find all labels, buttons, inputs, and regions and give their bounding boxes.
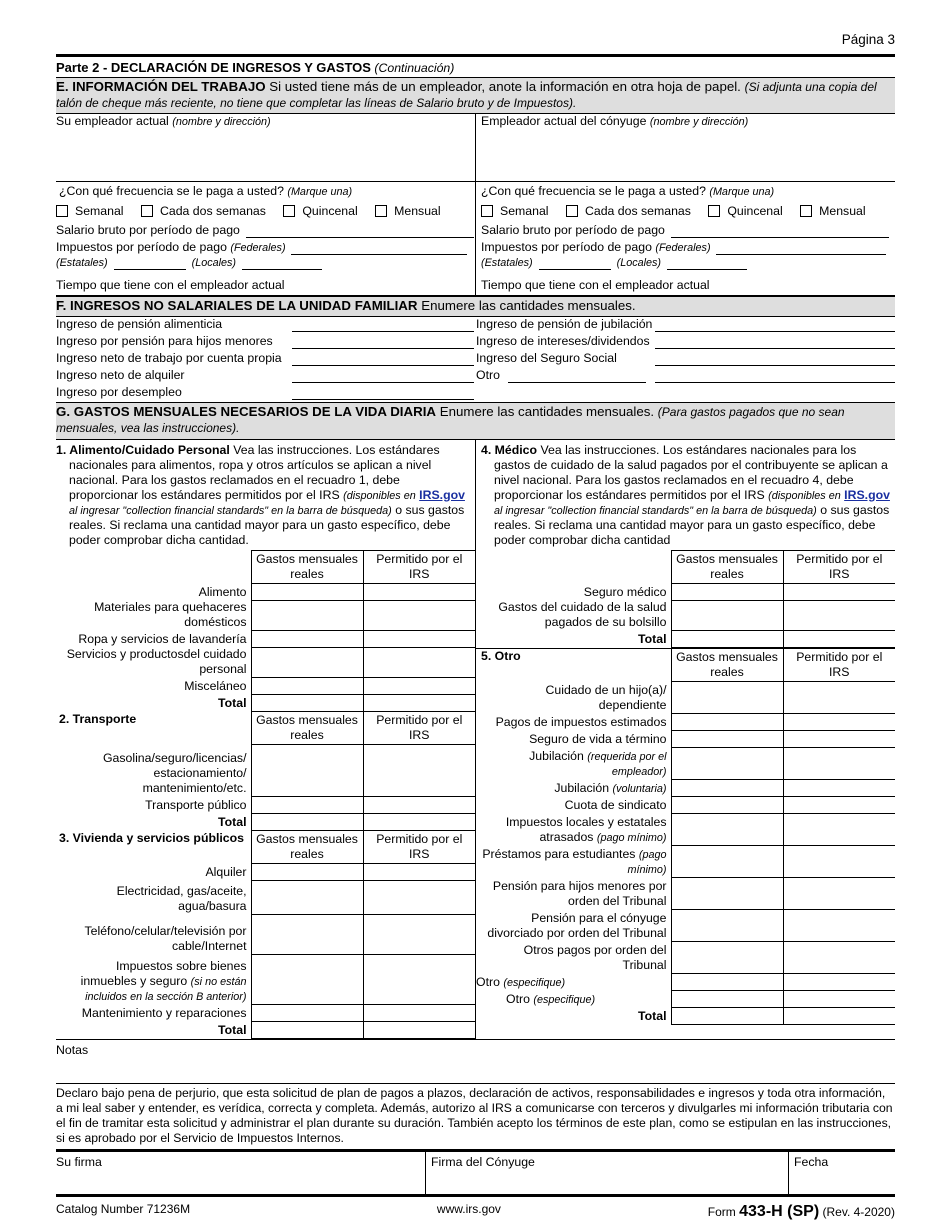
section-g-body bbox=[56, 440, 895, 1040]
section-f-body bbox=[56, 317, 895, 402]
section-f-left bbox=[56, 317, 476, 402]
time-employer: Tiempo que tiene con el empleador actual bbox=[56, 277, 285, 292]
freq-semimonthly[interactable]: Quincenal bbox=[283, 204, 357, 218]
footer-url: www.irs.gov bbox=[436, 1202, 501, 1217]
freq-question: ¿Con qué frecuencia se le paga a usted? bbox=[59, 184, 284, 199]
declaration-text: Declaro bajo pena de perjurio, que esta solicitud de plan de pagos a plazos, declaración de activos, responsabilidades e ingresos y toda otra información, a mi leal saber y entender, es verídica, correcta y completa. Además, autorizo al IRS a comunicarse con terceros y divulgarles mi información tributaria con el fin de tramitar esta solicitud y administrar el plan durante su duración. También acepto los términos de este plan, como se estipulan en las instrucciones, si es aprobado por el Servicio de Impuestos Internos. bbox=[56, 1085, 893, 1145]
section-g-right bbox=[476, 440, 895, 1039]
form-id: Form 433-H (SP) (Rev. 4-2020) bbox=[707, 1203, 895, 1221]
g3-total[interactable] bbox=[251, 1021, 363, 1038]
spouse-employer-hint: (nombre y dirección) bbox=[649, 116, 749, 129]
g4-table: Gastos mensuales reales Permitido por el IRS Seguro médico Gastos del cuidado de la salud pagados de su bolsillo Total bbox=[476, 550, 895, 648]
g1-total[interactable] bbox=[251, 694, 363, 711]
page-number: Página 3 bbox=[841, 32, 895, 47]
freq-hint: (Marque una) bbox=[287, 186, 353, 199]
tax-pay: Impuestos por período de pago (Federales) bbox=[56, 238, 475, 255]
gross-pay-input[interactable] bbox=[246, 237, 474, 238]
spouse-federal-tax-input[interactable] bbox=[716, 254, 886, 255]
part-title: Parte 2 - DECLARACIÓN DE INGRESOS Y GASTOS bbox=[56, 60, 371, 75]
spouse-freq-semimonthly[interactable]: Quincenal bbox=[708, 204, 782, 218]
g5-total[interactable] bbox=[671, 1007, 783, 1024]
alimony-income: Ingreso de pensión alimenticia bbox=[56, 317, 476, 334]
spouse-gross-pay-input[interactable] bbox=[671, 237, 889, 238]
g4-total[interactable] bbox=[671, 630, 783, 647]
self-employment-income: Ingreso neto de trabajo por cuenta propia bbox=[56, 351, 476, 368]
freq-biweekly[interactable]: Cada dos semanas bbox=[141, 204, 266, 218]
irs-gov-link-medical[interactable]: IRS.gov bbox=[844, 487, 890, 502]
signature-row bbox=[56, 1149, 895, 1197]
g4-intro: 4. Médico Vea las instrucciones. Los estándares nacionales para los gastos de cuidado de la salud pagados por el contribuyente se aplican a nivel nacional. Para los gastos reclamados en el recuadro 4, debe proporcionar los estándares permitidos por el IRS (disponibles en IRS.gov al ingresar "collection financial standards" en la barra de búsqueda) o sus gastos reales. Si reclama una cantidad mayor para un gasto específico, debe poder comprobar dicha cantidad bbox=[481, 442, 890, 547]
date-field[interactable]: Fecha bbox=[794, 1155, 829, 1170]
pay-details-row bbox=[56, 182, 895, 296]
employer-field[interactable] bbox=[56, 114, 476, 181]
part-header bbox=[56, 54, 895, 77]
section-f-header: F. INGRESOS NO SALARIALES DE LA UNIDAD FAMILIAR Enumere las cantidades mensuales. bbox=[56, 296, 895, 317]
footer bbox=[56, 1202, 895, 1222]
rental-income: Ingreso neto de alquiler bbox=[56, 368, 476, 385]
section-g-left bbox=[56, 440, 476, 1039]
child-support-income: Ingreso por pensión para hijos menores bbox=[56, 334, 476, 351]
spouse-freq-monthly[interactable]: Mensual bbox=[800, 204, 865, 218]
freq-weekly[interactable]: Semanal bbox=[56, 204, 124, 218]
other-income-desc[interactable] bbox=[508, 368, 646, 383]
spouse-freq-biweekly[interactable]: Cada dos semanas bbox=[566, 204, 691, 218]
gross-pay: Salario bruto por período de pago bbox=[56, 219, 475, 238]
notes-field[interactable]: Notas bbox=[56, 1040, 895, 1084]
section-e-header bbox=[56, 77, 895, 114]
local-tax-input[interactable] bbox=[242, 269, 322, 270]
pension-income: Ingreso de pensión de jubilación bbox=[476, 317, 895, 334]
spouse-state-tax-input[interactable] bbox=[539, 269, 611, 270]
unemployment-income: Ingreso por desempleo bbox=[56, 385, 476, 402]
freq-monthly[interactable]: Mensual bbox=[375, 204, 440, 218]
checkbox-icon[interactable] bbox=[708, 205, 720, 217]
g2-table: 2. Transporte Gastos mensuales reales Permitido por el IRS Gasolina/seguro/licencias/ estacionamiento/ mantenimiento/etc. Transporte público Total bbox=[56, 712, 475, 831]
social-security-income: Ingreso del Seguro Social bbox=[476, 351, 895, 368]
other-income: Otro bbox=[476, 368, 895, 385]
section-e-text: Si usted tiene más de un empleador, anote la información en otra hoja de papel. bbox=[269, 79, 741, 94]
spouse-freq-options bbox=[481, 200, 895, 219]
g2-total[interactable] bbox=[251, 813, 363, 830]
spouse-employer-label: Empleador actual del cónyuge bbox=[481, 114, 647, 129]
form-page bbox=[56, 32, 895, 1222]
section-f-right bbox=[476, 317, 895, 402]
g5-table: 5. Otro Gastos mensuales reales Permitido por el IRS Cuidado de un hijo(a)/ dependiente Pagos de impuestos estimados Seguro de vida a término Jubilación (requerida por el empleador) Jubilación (voluntaria) Cuota de sindicato Impuestos locales y estatales atrasados (pago mínimo) Préstamos para estudiantes (pago mínimo) Pensión para hijos menores por orden del Tribunal Pensión para el cónyuge divorciado por orden del Tribunal Otros pagos por orden del Tribunal Otro (especifique) Otro (especifique) Total bbox=[476, 648, 895, 1025]
part-note: (Continuación) bbox=[374, 61, 455, 75]
state-local-tax: (Estatales) (Locales) bbox=[56, 255, 475, 270]
checkbox-icon[interactable] bbox=[283, 205, 295, 217]
freq-options bbox=[56, 200, 475, 219]
irs-gov-link[interactable]: IRS.gov bbox=[419, 487, 465, 502]
spouse-signature-field[interactable]: Firma del Cónyuge bbox=[426, 1152, 789, 1194]
checkbox-icon[interactable] bbox=[375, 205, 387, 217]
checkbox-icon[interactable] bbox=[481, 205, 493, 217]
checkbox-icon[interactable] bbox=[56, 205, 68, 217]
checkbox-icon[interactable] bbox=[566, 205, 578, 217]
pay-details-taxpayer bbox=[56, 182, 476, 295]
section-e-title: E. INFORMACIÓN DEL TRABAJO bbox=[56, 79, 266, 94]
employer-hint: (nombre y dirección) bbox=[172, 116, 271, 129]
employer-row bbox=[56, 114, 895, 182]
employer-label: Su empleador actual bbox=[56, 114, 169, 129]
checkbox-icon[interactable] bbox=[800, 205, 812, 217]
spouse-employer-field[interactable] bbox=[476, 114, 895, 181]
spouse-local-tax-input[interactable] bbox=[667, 269, 747, 270]
signature-field[interactable]: Su firma bbox=[56, 1152, 426, 1194]
section-g-header: G. GASTOS MENSUALES NECESARIOS DE LA VIDA DIARIA Enumere las cantidades mensuales. (Para gastos pagados que no sean mensuales, vea las instrucciones). bbox=[56, 402, 895, 439]
catalog-number: Catalog Number 71236M bbox=[56, 1202, 191, 1217]
g3-table: 3. Vivienda y servicios públicos Gastos mensuales reales Permitido por el IRS Alquiler Electricidad, gas/aceite, agua/basura Teléfono/celular/televisión por cable/Internet Impuestos sobre bienes inmuebles y seguro (si no están incluidos en la sección B anterior) Mantenimiento y reparaciones Total bbox=[56, 831, 475, 1039]
state-tax-input[interactable] bbox=[114, 269, 186, 270]
federal-tax-input[interactable] bbox=[291, 254, 467, 255]
interest-income: Ingreso de intereses/dividendos bbox=[476, 334, 895, 351]
checkbox-icon[interactable] bbox=[141, 205, 153, 217]
section-e-note: (Si adjunta una copia del talón de cheque más reciente, no tiene que completar las líneas de Salario bruto y de Impuestos). bbox=[56, 80, 877, 111]
spouse-freq-weekly[interactable]: Semanal bbox=[481, 204, 549, 218]
g1-intro: 1. Alimento/Cuidado Personal Vea las instrucciones. Los estándares nacionales para alimentos, ropa y otros artículos se aplican a nivel nacional. Para los gastos reclamados en el recuadro 1, debe proporcionar los estándares permitidos por el IRS (disponibles en IRS.gov al ingresar "collection financial standards" en la barra de búsqueda) o sus gastos reales. Si reclama una cantidad mayor para un gasto específico, debe poder comprobar dicha cantidad. bbox=[56, 442, 465, 547]
g1-table: Gastos mensuales reales Permitido por el IRS Alimento Materiales para quehaceres domésticos Ropa y servicios de lavandería Servicios y productosdel cuidado personal Misceláneo Total bbox=[56, 550, 475, 712]
pay-details-spouse: ¿Con qué frecuencia se le paga a usted? (Marque una) Semanal Cada dos semanas Quincenal Mensual Salario bruto por período de pago Impuestos por período de pago (Federales) (Estatales) (Locales) Tiempo que tiene con el empleador actual bbox=[476, 182, 895, 295]
